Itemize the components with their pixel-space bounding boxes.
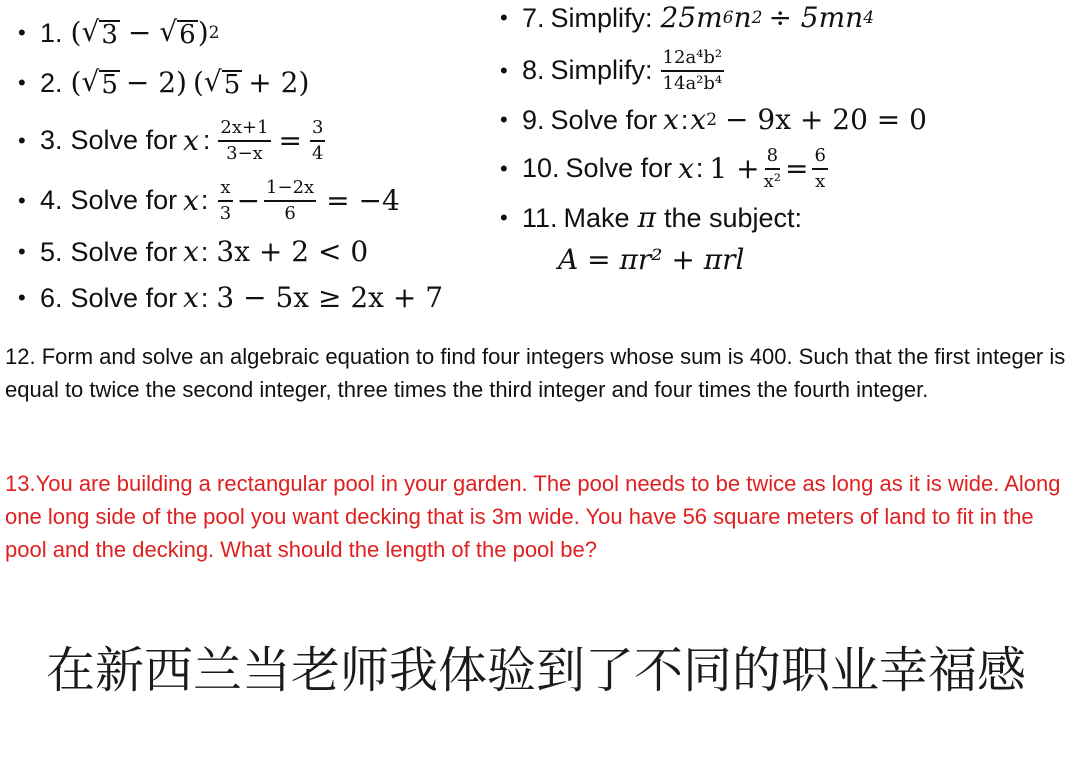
caption: 在新西兰当老师我体验到了不同的职业幸福感: [46, 642, 1027, 699]
question-10: • 10. Solve for x : 1 + $\frac{8}{\text{x²}}$ = $\frac{6}{x}$: [500, 145, 826, 192]
question-11-formula: A = πr² + πrl: [558, 243, 745, 276]
question-2: • 2. ( √ 5 − 2) ( √ 5 + 2): [18, 65, 310, 100]
bullet-icon: •: [18, 70, 26, 95]
fraction: $\frac{8}{\text{x²}}$: [763, 145, 781, 192]
bullet-icon: •: [500, 155, 508, 181]
question-8: • 8. Simplify: $\frac{\text{12a⁴b²}}{\text{14a²b⁴}}$: [500, 47, 723, 94]
bullet-icon: •: [18, 20, 26, 45]
bullet-icon: •: [18, 239, 26, 264]
sqrt-expression: √ 6: [159, 15, 196, 50]
bullet-icon: •: [18, 285, 26, 310]
question-3: • 3. Solve for x : $\frac{2x+1}{3-x}$ = $\frac{3}{4}$: [18, 117, 324, 164]
question-9: • 9. Solve for x : x 2 − 9x + 20 = 0: [500, 103, 927, 136]
fraction: $\frac{x}{3}$: [219, 177, 232, 224]
bullet-icon: •: [18, 127, 26, 153]
question-7: • 7. Simplify: 25m 6 n 2 ÷ 5mn 4: [500, 1, 875, 34]
bullet-icon: •: [18, 187, 26, 213]
bullet-icon: •: [500, 107, 508, 132]
bullet-icon: •: [500, 57, 508, 83]
sqrt-expression: √ 3: [81, 15, 118, 50]
fraction: $\frac{1-2x}{6}$: [266, 177, 315, 224]
question-12: 12. Form and solve an algebraic equation to find four integers whose sum is 400. Such that the first integer is equal to twice the second integer, three times the third integer and four times the fourth integer.: [5, 344, 1066, 402]
fraction: $\frac{\text{12a⁴b²}}{\text{14a²b⁴}}$: [662, 47, 723, 94]
sqrt-expression: √ 5: [203, 65, 241, 100]
question-4: • 4. Solve for x : $\frac{x}{3}$ − $\frac{1-2x}{6}$ = −4: [18, 177, 400, 224]
question-6: • 6. Solve for x : 3 − 5x ≥ 2x + 7: [18, 281, 444, 314]
bullet-icon: •: [500, 205, 508, 230]
question-11: • 11. Make π the subject:: [500, 201, 803, 234]
question-13: 13.You are building a rectangular pool in your garden. The pool needs to be twice as long as it is wide. Along one long side of the pool you want decking that is 3m wide. You have 56 square meters of land to fit in the pool and the decking. What should the length of the pool be?: [5, 471, 1061, 562]
question-5: • 5. Solve for x : 3x + 2 < 0: [18, 235, 369, 268]
fraction: $\frac{2x+1}{3-x}$: [220, 117, 269, 164]
fraction: $\frac{3}{4}$: [312, 117, 324, 164]
fraction: $\frac{6}{x}$: [814, 145, 826, 192]
sqrt-expression: √ 5: [81, 65, 118, 100]
question-1: • 1. ( √ 3 − √ 6 ) 2: [18, 15, 220, 50]
bullet-icon: •: [500, 5, 508, 30]
